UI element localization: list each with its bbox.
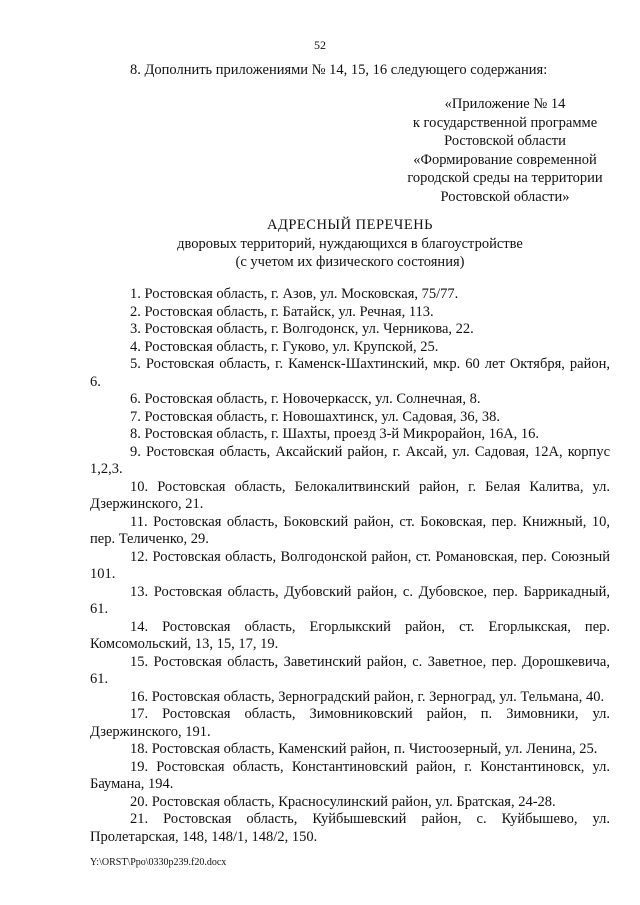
list-item: 19. Ростовская область, Константиновский район, г. Константиновск, ул. Баумана, 194. [90,758,610,792]
page-number: 52 [314,38,326,52]
list-item: 6. Ростовская область, г. Новочеркасск, ул. Солнечная, 8. [130,391,481,407]
list-item: 20. Ростовская область, Красносулинский район, ул. Братская, 24-28. [130,793,556,810]
list-item: 8. Ростовская область, г. Шахты, проезд 3-й Микрорайон, 16А, 16. [130,426,540,442]
list-item: 2. Ростовская область, г. Батайск, ул. Речная, 113. [130,303,434,320]
list-item: 3. Ростовская область, г. Волгодонск, ул. Черникова, 22. [130,321,474,337]
heading-subtitle: (с учетом их физического состояния) [235,254,465,270]
appendix-line: «Приложение № 14 [444,96,566,112]
list-item: 10. Ростовская область, Белокалитвинский район, г. Белая Калитва, ул. Дзержинского, 21. [90,478,610,512]
list-item: 14. Ростовская область, Егорлыкский район, ст. Егорлыкская, пер. Комсомольский, 13, 15, 17, 19. [90,618,610,652]
list-item: 15. Ростовская область, Заветинский район, с. Заветное, пер. Дорошкевича, 61. [90,653,610,687]
address-list [90,286,610,846]
appendix-line: «Формирование современной [413,151,597,168]
list-item: 11. Ростовская область, Боковский район, ст. Боковская, пер. Книжный, 10, пер. Теличенко, 29. [90,513,610,547]
list-item: 12. Ростовская область, Волгодонской район, ст. Романовская, пер. Союзный 101. [90,548,610,582]
list-item: 7. Ростовская область, г. Новошахтинск, ул. Садовая, 36, 38. [130,408,501,425]
appendix-line: Ростовской области» [440,188,570,205]
appendix-line: Ростовской области [444,133,566,149]
list-item: 4. Ростовская область, г. Гуково, ул. Крупской, 25. [130,338,439,355]
list-item: 13. Ростовская область, Дубовский район, с. Дубовское, пер. Баррикадный, 61. [90,583,610,617]
list-item: 21. Ростовская область, Куйбышевский район, с. Куйбышево, ул. Пролетарская, 148, 148/1, 148/2, 150. [90,811,610,845]
list-item: 18. Ростовская область, Каменский район, п. Чистоозерный, ул. Ленина, 25. [130,741,598,757]
list-item: 16. Ростовская область, Зерноградский район, г. Зерноград, ул. Тельмана, 40. [130,688,605,705]
list-item: 9. Ростовская область, Аксайский район, г. Аксай, ул. Садовая, 12А, корпус 1,2,3. [90,443,610,477]
file-path-footer: Y:\ORST\Ppo\0330p239.f20.docx [90,857,227,868]
list-item: 17. Ростовская область, Зимовниковский район, п. Зимовники, ул. Дзержинского, 191. [90,706,610,740]
heading-subtitle: дворовых территорий, нуждающихся в благоустройстве [177,235,523,252]
document-heading [0,216,640,272]
intro-paragraph: 8. Дополнить приложениями № 14, 15, 16 следующего содержания: [130,62,548,78]
appendix-block [400,95,610,206]
list-item: 1. Ростовская область, г. Азов, ул. Московская, 75/77. [130,286,459,302]
appendix-line: городской среды на территории [407,170,603,186]
heading-title: АДРЕСНЫЙ ПЕРЕЧЕНЬ [267,217,433,233]
list-item: 5. Ростовская область, г. Каменск-Шахтинский, мкр. 60 лет Октября, район, 6. [90,356,610,390]
appendix-line: к государственной программе [412,114,598,131]
